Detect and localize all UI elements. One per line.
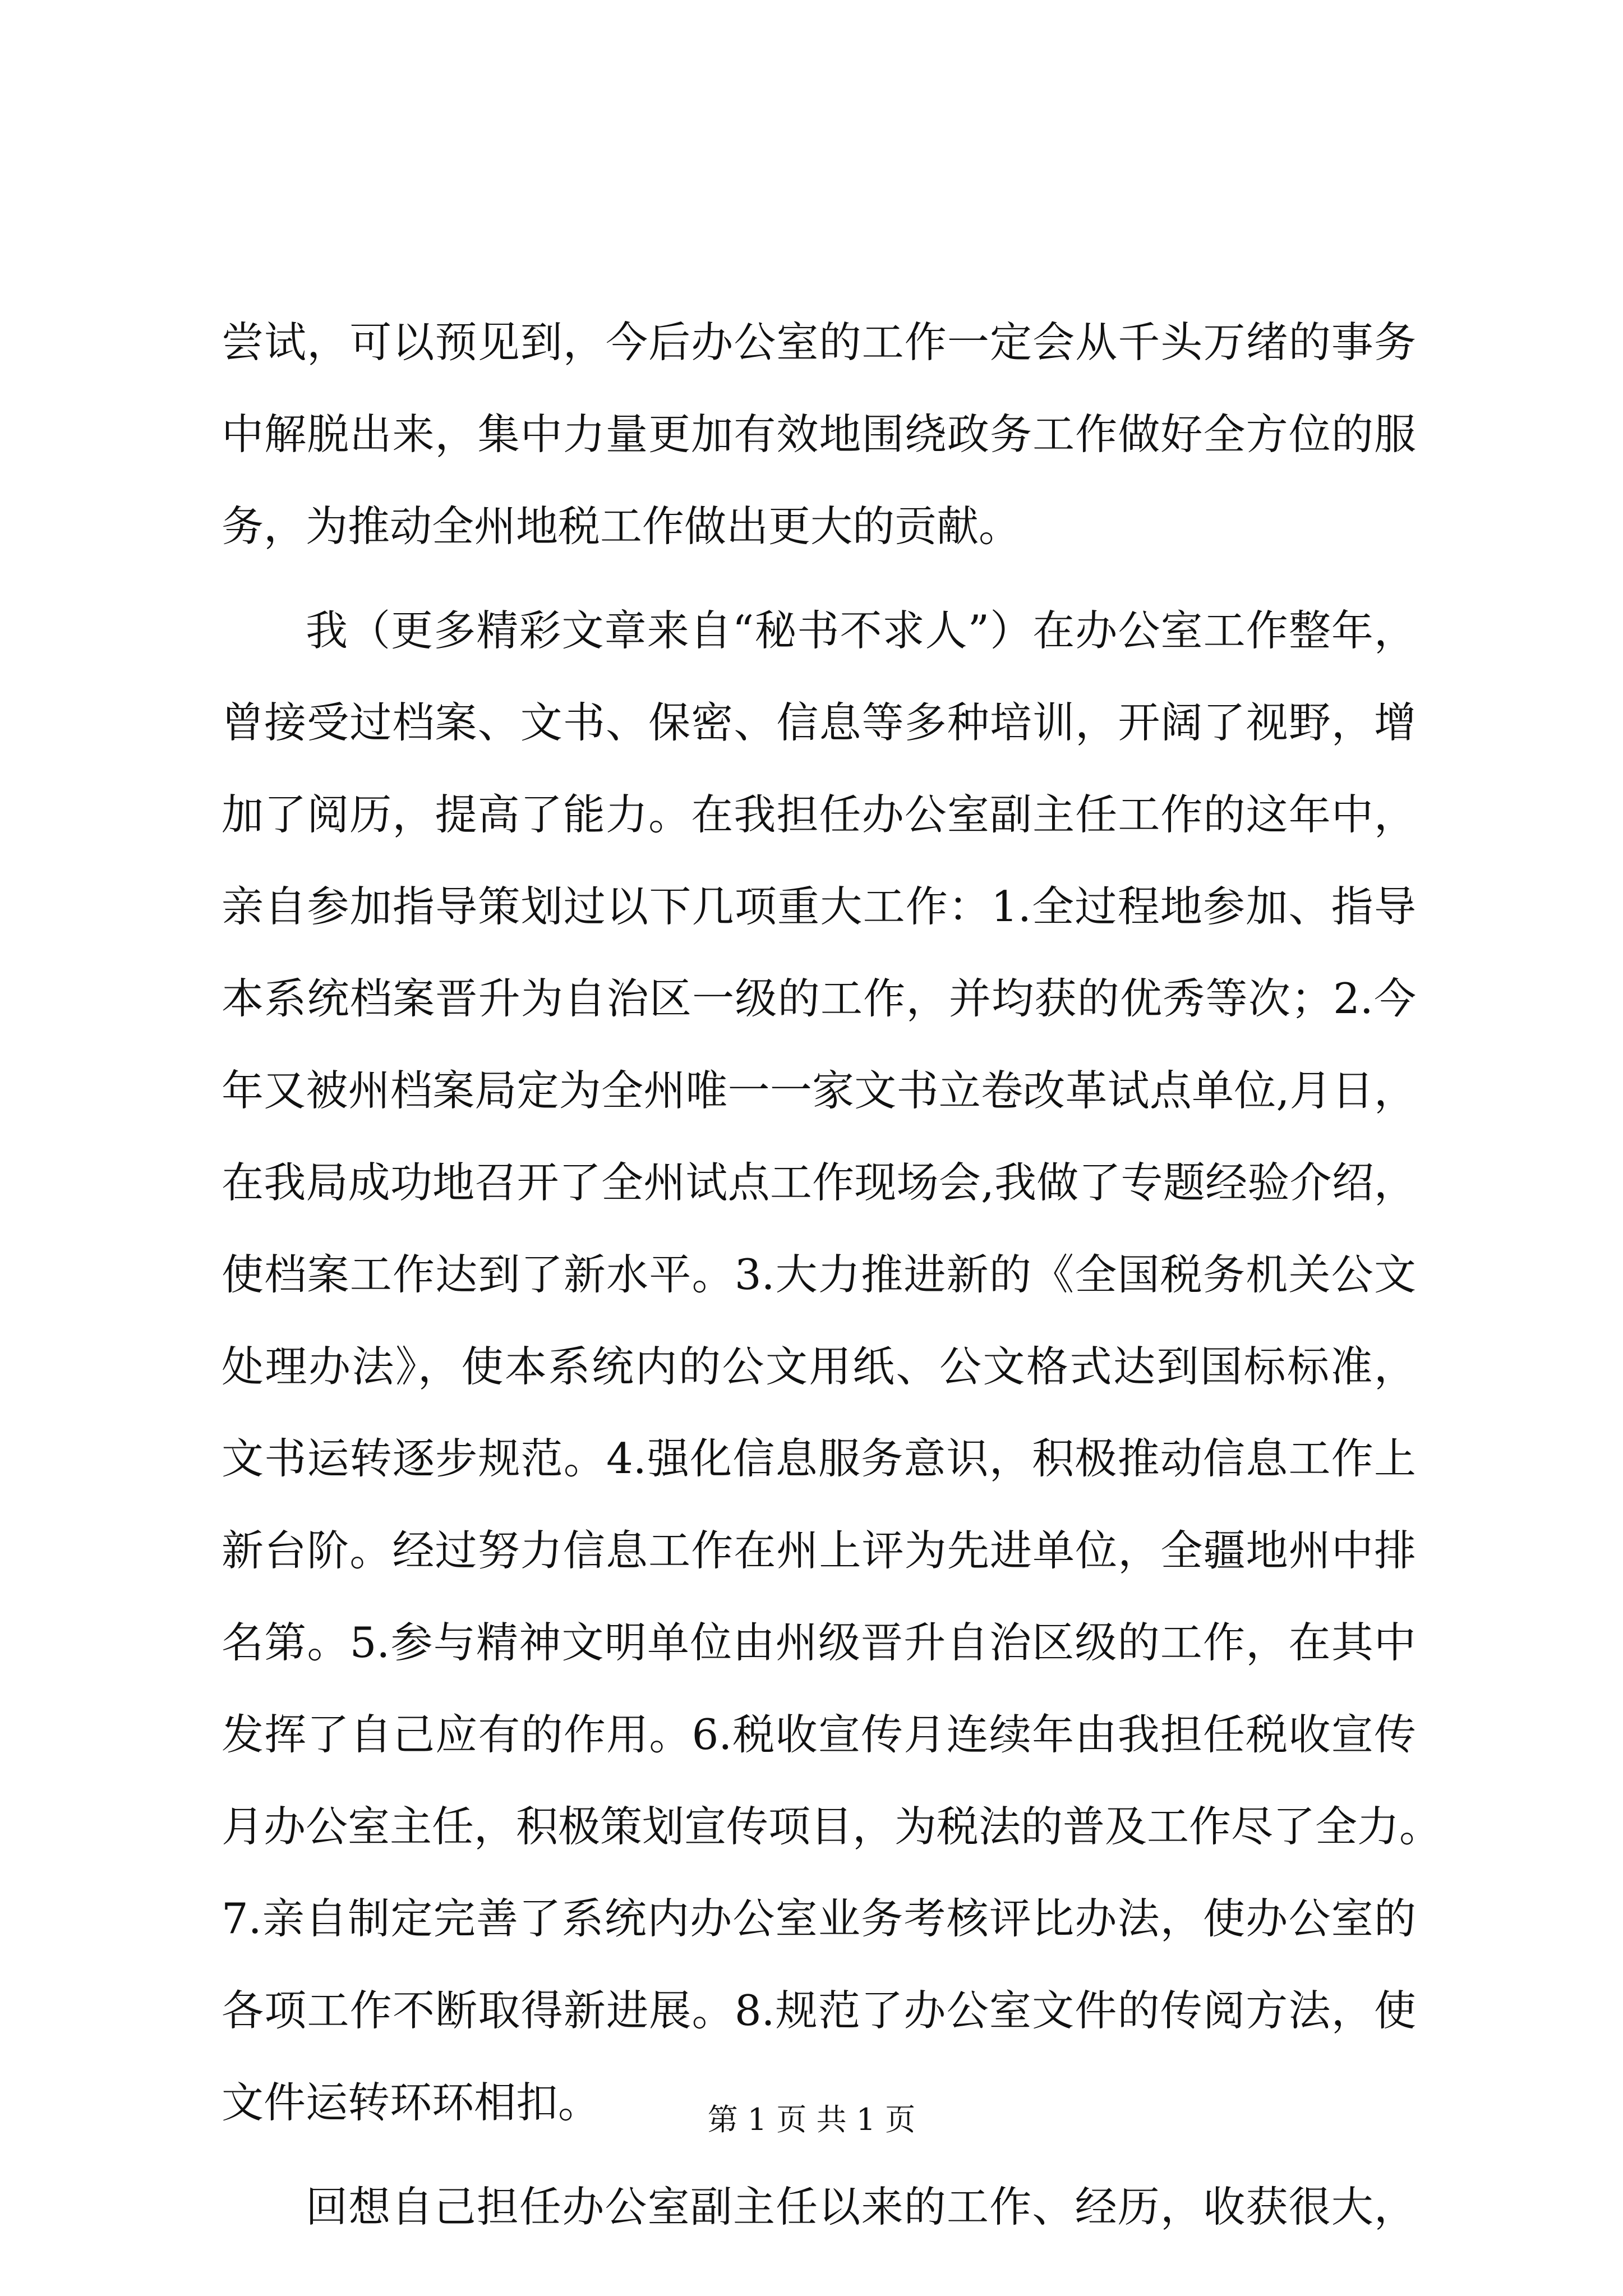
text-line: 年又被州档案局定为全州唯一一家文书立卷改革试点单位,月日， [222, 1066, 1416, 1115]
text-line: 新台阶。经过努力信息工作在州上评为先进单位，全疆地州中排 [222, 1526, 1416, 1575]
text-line: 发挥了自己应有的作用。6.税收宣传月连续年由我担任税收宣传 [222, 1710, 1416, 1759]
text-line: 加了阅历，提高了能力。在我担任办公室副主任工作的这年中， [222, 790, 1416, 839]
paragraph-first-line: 我（更多精彩文章来自“秘书不求人”）在办公室工作整年， [306, 606, 1416, 655]
body-text [222, 296, 1442, 2253]
text-line: 亲自参加指导策划过以下几项重大工作：1.全过程地参加、指导 [222, 882, 1416, 931]
text-line: 务，为推动全州地税工作做出更大的贡献。 [222, 501, 1021, 551]
text-line: 中解脱出来，集中力量更加有效地围绕政务工作做好全方位的服 [222, 409, 1416, 459]
text-line: 本系统档案晋升为自治区一级的工作，并均获的优秀等次；2.今 [222, 974, 1416, 1023]
text-line: 处理办法》，使本系统内的公文用纸、公文格式达到国标标准， [222, 1342, 1416, 1391]
text-line: 各项工作不断取得新进展。8.规范了办公室文件的传阅方法，使 [222, 1986, 1416, 2035]
text-line: 名第。5.参与精神文明单位由州级晋升自治区级的工作，在其中 [222, 1618, 1416, 1667]
text-line: 文件运转环环相扣。 [222, 2078, 601, 2127]
page-number: 第 1 页 共 1 页 [707, 2102, 916, 2137]
text-line: 曾接受过档案、文书、保密、信息等多种培训，开阔了视野，增 [222, 698, 1416, 747]
text-line: 文书运转逐步规范。4.强化信息服务意识，积极推动信息工作上 [222, 1434, 1416, 1483]
text-line: 在我局成功地召开了全州试点工作现场会,我做了专题经验介绍， [222, 1158, 1416, 1207]
text-line: 使档案工作达到了新水平。3.大力推进新的《全国税务机关公文 [222, 1250, 1416, 1299]
text-line: 尝试，可以预见到，今后办公室的工作一定会从千头万绪的事务 [222, 318, 1416, 367]
text-line: 月办公室主任，积极策划宣传项目，为税法的普及工作尽了全力。 [222, 1802, 1442, 1851]
paragraph-first-line: 回想自己担任办公室副主任以来的工作、经历，收获很大， [306, 2182, 1416, 2231]
text-line: 7.亲自制定完善了系统内办公室业务考核评比办法，使办公室的 [222, 1894, 1416, 1943]
